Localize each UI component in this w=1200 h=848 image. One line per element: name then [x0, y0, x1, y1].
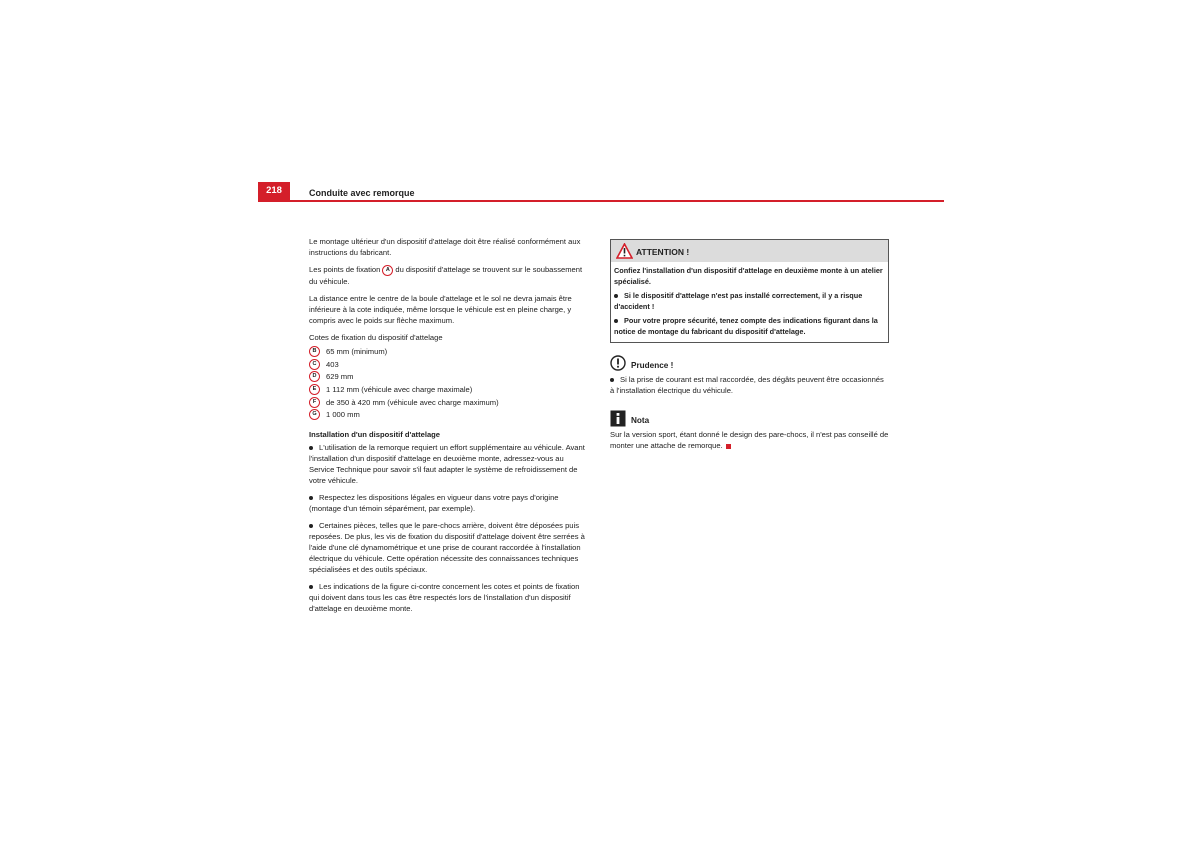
note-text: Sur la version sport, étant donné le design des pare-chocs, il n'est pas conseillé de monter une attache de remorque.	[610, 430, 889, 450]
bullet-item	[309, 581, 589, 614]
fixation-text-after: du dispositif d'attelage se trouvent sur le soubassement du véhicule.	[309, 265, 583, 286]
fixation-text-before: Les points de fixation	[309, 265, 381, 274]
attention-body	[611, 262, 888, 342]
marker-b: B	[309, 346, 320, 357]
dimension-item	[309, 358, 589, 371]
attention-intro: Confiez l'installation d'un dispositif d'attelage en deuxième monte à un atelier spécialisé.	[614, 266, 883, 286]
dimension-item	[309, 371, 589, 384]
attention-box	[610, 239, 889, 343]
bullet-dot	[614, 294, 618, 298]
header-rule	[258, 200, 944, 202]
right-column	[610, 239, 889, 451]
dimensions-list	[309, 346, 589, 422]
page-header	[258, 182, 944, 202]
bullet-item	[309, 492, 589, 514]
dimensions-caption: Cotes de fixation du dispositif d'attelage	[309, 332, 443, 342]
dimension-item	[309, 408, 589, 421]
bullet-item	[309, 442, 589, 486]
dimension-value: 1 000 mm	[326, 410, 360, 420]
intro-paragraph: Le montage ultérieur d'un dispositif d'attelage doit être réalisé conformément aux instructions du fabricant.	[309, 237, 581, 257]
caution-exclamation-icon	[610, 355, 626, 371]
distance-paragraph: La distance entre le centre de la boule d'attelage et le sol ne devra jamais être inférieure à la cote indiquée, même lorsque le véhicule est en pleine charge, y compris avec le poids sur flèche maximum.	[309, 293, 572, 325]
dimension-item	[309, 396, 589, 409]
caution-bullet	[610, 374, 889, 396]
marker-c: C	[309, 359, 320, 370]
bullet-dot	[309, 524, 313, 528]
caution-title: Prudence !	[631, 360, 674, 370]
dimension-value: 65 mm (minimum)	[326, 347, 388, 357]
bullet-dot	[614, 319, 618, 323]
note-paragraph	[610, 429, 889, 451]
marker-a: A	[382, 265, 393, 276]
dimension-value: 1 112 mm (véhicule avec charge maximale)	[326, 385, 473, 395]
bullet-item	[309, 520, 589, 575]
note-title: Nota	[631, 415, 650, 425]
bullet-dot	[610, 378, 614, 382]
installation-heading: Installation d'un dispositif d'attelage	[309, 430, 441, 440]
warning-triangle-icon	[616, 243, 633, 259]
chapter-title: Conduite avec remorque	[309, 188, 415, 198]
bullet-text: Les indications de la figure ci-contre concernent les cotes et points de fixation qui doivent dans tous les cas être respectés lors de l'installation d'un dispositif d'attelage en deuxième monte.	[309, 582, 580, 614]
marker-g: G	[309, 409, 320, 420]
bullet-text: Certaines pièces, telles que le pare-chocs arrière, doivent être déposées puis reposées. De plus, les vis de fixation du dispositif d'attelage doivent être serrées à l'aide d'une clé dynamométrique et une prise de courant raccordée à l'installation électrique du véhicule. Cette opération nécessite des connaissances techniques spécialisées et des outils spéciaux.	[309, 521, 585, 575]
bullet-dot	[309, 446, 313, 450]
bullet-dot	[309, 496, 313, 500]
fixation-points-paragraph	[309, 264, 589, 287]
dimension-value: 629 mm	[326, 372, 354, 382]
dimension-item	[309, 346, 589, 359]
attention-title: ATTENTION !	[636, 247, 690, 257]
bullet-text: Respectez les dispositions légales en vigueur dans votre pays d'origine (montage d'un témoin séparément, par exemple).	[309, 493, 559, 514]
caution-block	[610, 354, 889, 396]
marker-f: F	[309, 397, 320, 408]
note-header	[610, 409, 889, 427]
left-column	[309, 236, 589, 620]
marker-e: E	[309, 384, 320, 395]
bullet-text: L'utilisation de la remorque requiert un effort supplémentaire au véhicule. Avant l'installation d'un dispositif d'attelage en deuxième monte, adressez-vous au Service Technique pour savoir s'il faut adapter le système de refroidissement de votre véhicule.	[309, 443, 585, 486]
end-of-section-marker	[726, 444, 731, 449]
attention-bullet	[614, 290, 885, 312]
page-number: 218	[258, 182, 290, 200]
attention-bullet	[614, 315, 885, 337]
dimension-item	[309, 383, 589, 396]
marker-d: D	[309, 371, 320, 382]
dimension-value: de 350 à 420 mm (véhicule avec charge maximum)	[326, 397, 499, 407]
bullet-text: Si le dispositif d'attelage n'est pas installé correctement, il y a risque d'accident !	[614, 291, 863, 311]
info-icon	[610, 410, 626, 427]
attention-header	[611, 240, 888, 262]
bullet-text: Pour votre propre sécurité, tenez compte des indications figurant dans la notice de montage du fabricant du dispositif d'attelage.	[614, 316, 878, 336]
caution-header	[610, 354, 889, 372]
dimension-value: 403	[326, 359, 339, 369]
bullet-text: Si la prise de courant est mal raccordée, des dégâts peuvent être occasionnés à l'installation électrique du véhicule.	[610, 375, 884, 395]
note-block	[610, 409, 889, 451]
bullet-dot	[309, 585, 313, 589]
